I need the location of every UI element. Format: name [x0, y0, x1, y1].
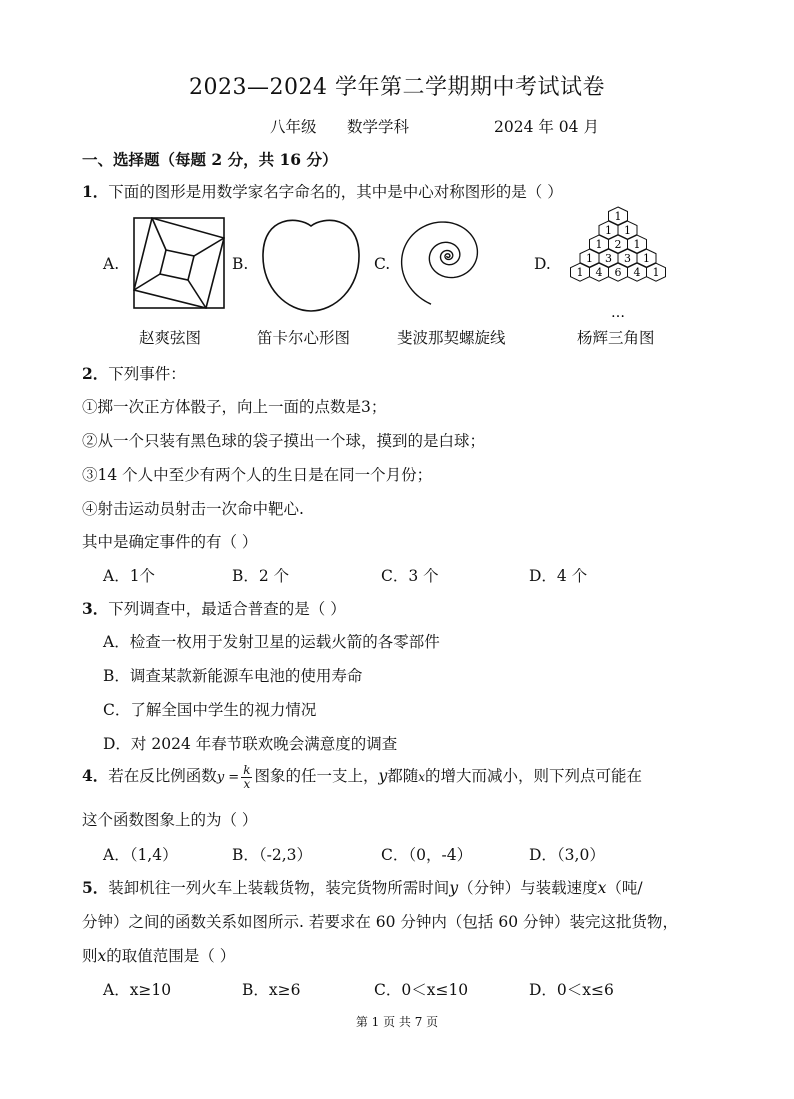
- pascal-value: 1: [633, 238, 641, 252]
- question-3: [82, 597, 346, 619]
- question-text-c: （吨/: [606, 879, 643, 897]
- figure-label-d: 杨辉三角图: [577, 329, 655, 347]
- question-number: 2．: [82, 364, 109, 383]
- zhao-shuang-diagram: [132, 216, 228, 312]
- question-5: [82, 876, 643, 898]
- pascal-value: 1: [652, 266, 660, 280]
- exam-title: 2023—2024 学年第二学期期中考试试卷: [189, 75, 605, 100]
- cardioid-diagram: [258, 214, 364, 314]
- variable-y: y: [449, 879, 459, 897]
- question-number: 5．: [82, 878, 109, 897]
- subject-label: 数学学科: [347, 118, 410, 136]
- q2-option-b: B．2 个: [232, 567, 290, 585]
- question-1: [82, 180, 563, 202]
- question-2: [82, 362, 186, 384]
- grade-label: 八年级: [270, 118, 317, 136]
- pascal-value: 2: [614, 238, 622, 252]
- question-number: 4．: [82, 766, 109, 785]
- q3-option-d: D．对 2024 年春节联欢晚会满意度的调查: [103, 735, 398, 753]
- pascal-value: 1: [624, 224, 631, 238]
- exam-date: 2024 年 04 月: [494, 118, 599, 136]
- question-4-line2: 这个函数图象上的为（ ）: [82, 811, 258, 829]
- question-text: 下列事件：: [108, 365, 186, 383]
- pascal-value: 4: [633, 266, 641, 280]
- option-d-label: D.: [534, 255, 551, 273]
- pascal-value: 1: [586, 252, 593, 266]
- q4-option-b: B．（-2,3）: [232, 846, 313, 864]
- option-a-label: A.: [103, 255, 120, 273]
- fibonacci-spiral: [400, 214, 528, 314]
- question-4: [82, 762, 642, 792]
- question-text-b: 图象的任一支上，: [254, 767, 379, 785]
- question-text-d: 的增大而减小，则下列点可能在: [425, 767, 643, 785]
- pascal-value: 1: [605, 224, 612, 238]
- section-heading: 一、选择题（每题 2 分，共 16 分）: [82, 150, 338, 169]
- variable-x: x: [418, 770, 426, 784]
- q4-option-a: A．（1,4）: [103, 846, 178, 864]
- pascal-value: 1: [643, 252, 650, 266]
- question-5-line3: [82, 944, 235, 966]
- pascal-ellipsis: …: [611, 305, 625, 318]
- page-footer: 第 1 页 共 7 页: [355, 1015, 439, 1029]
- question-text: 下列调查中，最适合普查的是（ ）: [108, 600, 346, 618]
- option-c-label: C.: [374, 255, 391, 273]
- question-text: 下面的图形是用数学家名字命名的，其中是中心对称图形的是（ ）: [108, 183, 563, 201]
- question-5-line2: 分钟）之间的函数关系如图所示. 若要求在 60 分钟内（包括 60 分钟）装完这批货物，: [82, 913, 679, 931]
- q2-option-d: D．4 个: [529, 567, 588, 585]
- question-number: 3．: [82, 599, 109, 618]
- fraction-k-over-x: [241, 764, 252, 791]
- question-text-a: 若在反比例函数: [108, 767, 217, 785]
- question-text-b: （分钟）与装载速度: [458, 879, 598, 897]
- q2-option-c: C．3 个: [381, 567, 439, 585]
- question-number: 1．: [82, 182, 109, 201]
- fraction-denominator: x: [243, 776, 251, 791]
- variable-x: x: [597, 879, 607, 897]
- option-b-label: B.: [232, 255, 249, 273]
- event-3: ③14 个人中至少有两个人的生日是在同一个月份；: [82, 466, 433, 484]
- q3-option-b: B．调查某款新能源车电池的使用寿命: [103, 667, 363, 685]
- question-text-c: 都随: [387, 767, 419, 785]
- q5-option-c: C．0＜x≤10: [374, 981, 469, 999]
- question-text-a: 则: [82, 947, 98, 965]
- pascal-value: 3: [624, 252, 631, 266]
- q4-option-d: D．（3,0）: [529, 846, 605, 864]
- fraction-numerator: k: [243, 762, 251, 777]
- q5-option-b: B．x≥6: [242, 981, 301, 999]
- q3-option-c: C．了解全国中学生的视力情况: [103, 701, 317, 719]
- q5-option-d: D．0＜x≤6: [529, 981, 614, 999]
- variable-y: y: [378, 767, 388, 785]
- question-2-prompt: 其中是确定事件的有（ ）: [82, 533, 258, 551]
- pascal-value: 3: [605, 252, 612, 266]
- pascal-value: 6: [614, 266, 622, 280]
- event-2: ②从一个只装有黑色球的袋子摸出一个球，摸到的是白球；: [82, 432, 486, 450]
- q3-option-a: A．检查一枚用于发射卫星的运载火箭的各零部件: [103, 633, 440, 651]
- figure-label-a: 赵爽弦图: [139, 329, 202, 347]
- figure-label-c: 斐波那契螺旋线: [397, 329, 506, 347]
- yang-hui-triangle: [560, 206, 680, 318]
- event-4: ④射击运动员射击一次命中靶心.: [82, 500, 304, 518]
- q2-option-a: A．1个: [103, 567, 156, 585]
- question-text-a: 装卸机往一列火车上装载货物，装完货物所需时间: [108, 879, 450, 897]
- pascal-value: 1: [576, 266, 584, 280]
- event-1: ①掷一次正方体骰子，向上一面的点数是3；: [82, 398, 387, 416]
- function-lhs: y =: [216, 770, 240, 785]
- q5-option-a: A．x≥10: [103, 981, 172, 999]
- variable-x: x: [97, 947, 107, 965]
- q4-option-c: C．（0，-4）: [381, 846, 473, 864]
- question-text-b: 的取值范围是（ ）: [106, 947, 236, 965]
- pascal-value: 1: [595, 238, 603, 252]
- figure-label-b: 笛卡尔心形图: [257, 329, 351, 347]
- pascal-value: 4: [595, 266, 603, 280]
- pascal-value: 1: [614, 210, 622, 223]
